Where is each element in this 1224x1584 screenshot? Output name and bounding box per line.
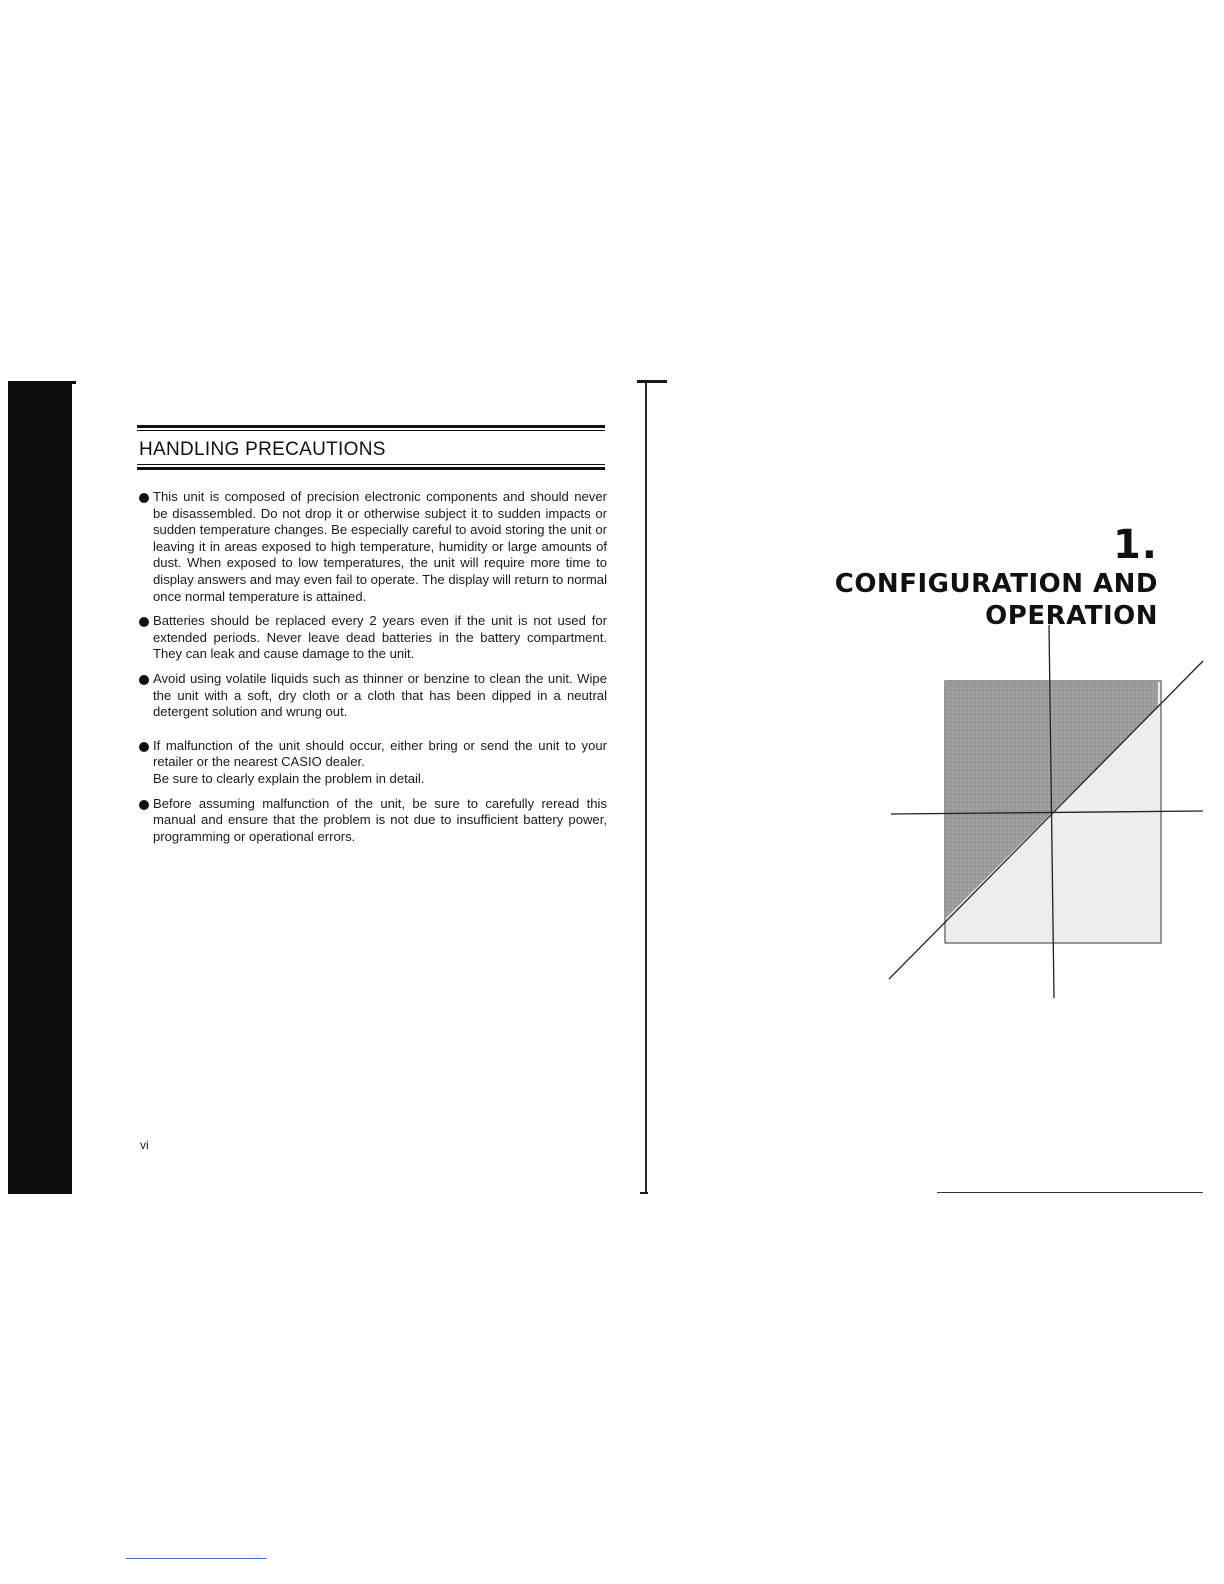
precaution-text: This unit is composed of precision electronic components and should never be disassembled. Do not drop it or otherwise subject it to sudden impacts or sudden temperature changes. Be especially careful to avoid storing the unit or leaving it in areas exposed to high temperature, humidity or large amounts of dust. When exposed to low temperatures, the unit will require more time to display answers and may even fail to operate. The display will return to normal once normal temperature is attained. [153, 489, 607, 604]
chapter-title-line2: OPERATION [985, 601, 1158, 631]
precaution-text: Batteries should be replaced every 2 years even if the unit is not used for extended periods. Never leave dead batteries in the battery compartment. They can leak and cause damage to the unit. [153, 613, 607, 662]
precaution-note: Be sure to clearly explain the problem in detail. [153, 770, 425, 786]
chapter-title-line1: CONFIGURATION AND [834, 569, 1158, 599]
chapter-number: 1. [1112, 522, 1158, 568]
page-title: HANDLING PRECAUTIONS [139, 439, 386, 460]
page-number: vi [140, 1138, 149, 1152]
precaution-text: Avoid using volatile liquids such as thinner or benzine to clean the unit. Wipe the unit with a soft, dry cloth or a cloth that has been dipped in a neutral detergent solution and wrung out. [153, 670, 607, 720]
precaution-text: If malfunction of the unit should occur, either bring or send the unit to your retailer or the nearest CASIO dealer. [153, 737, 607, 770]
precaution-text: Before assuming malfunction of the unit, be sure to carefully reread this manual and ensure that the problem is not due to insufficient battery power, programming or operational errors. [153, 795, 607, 844]
